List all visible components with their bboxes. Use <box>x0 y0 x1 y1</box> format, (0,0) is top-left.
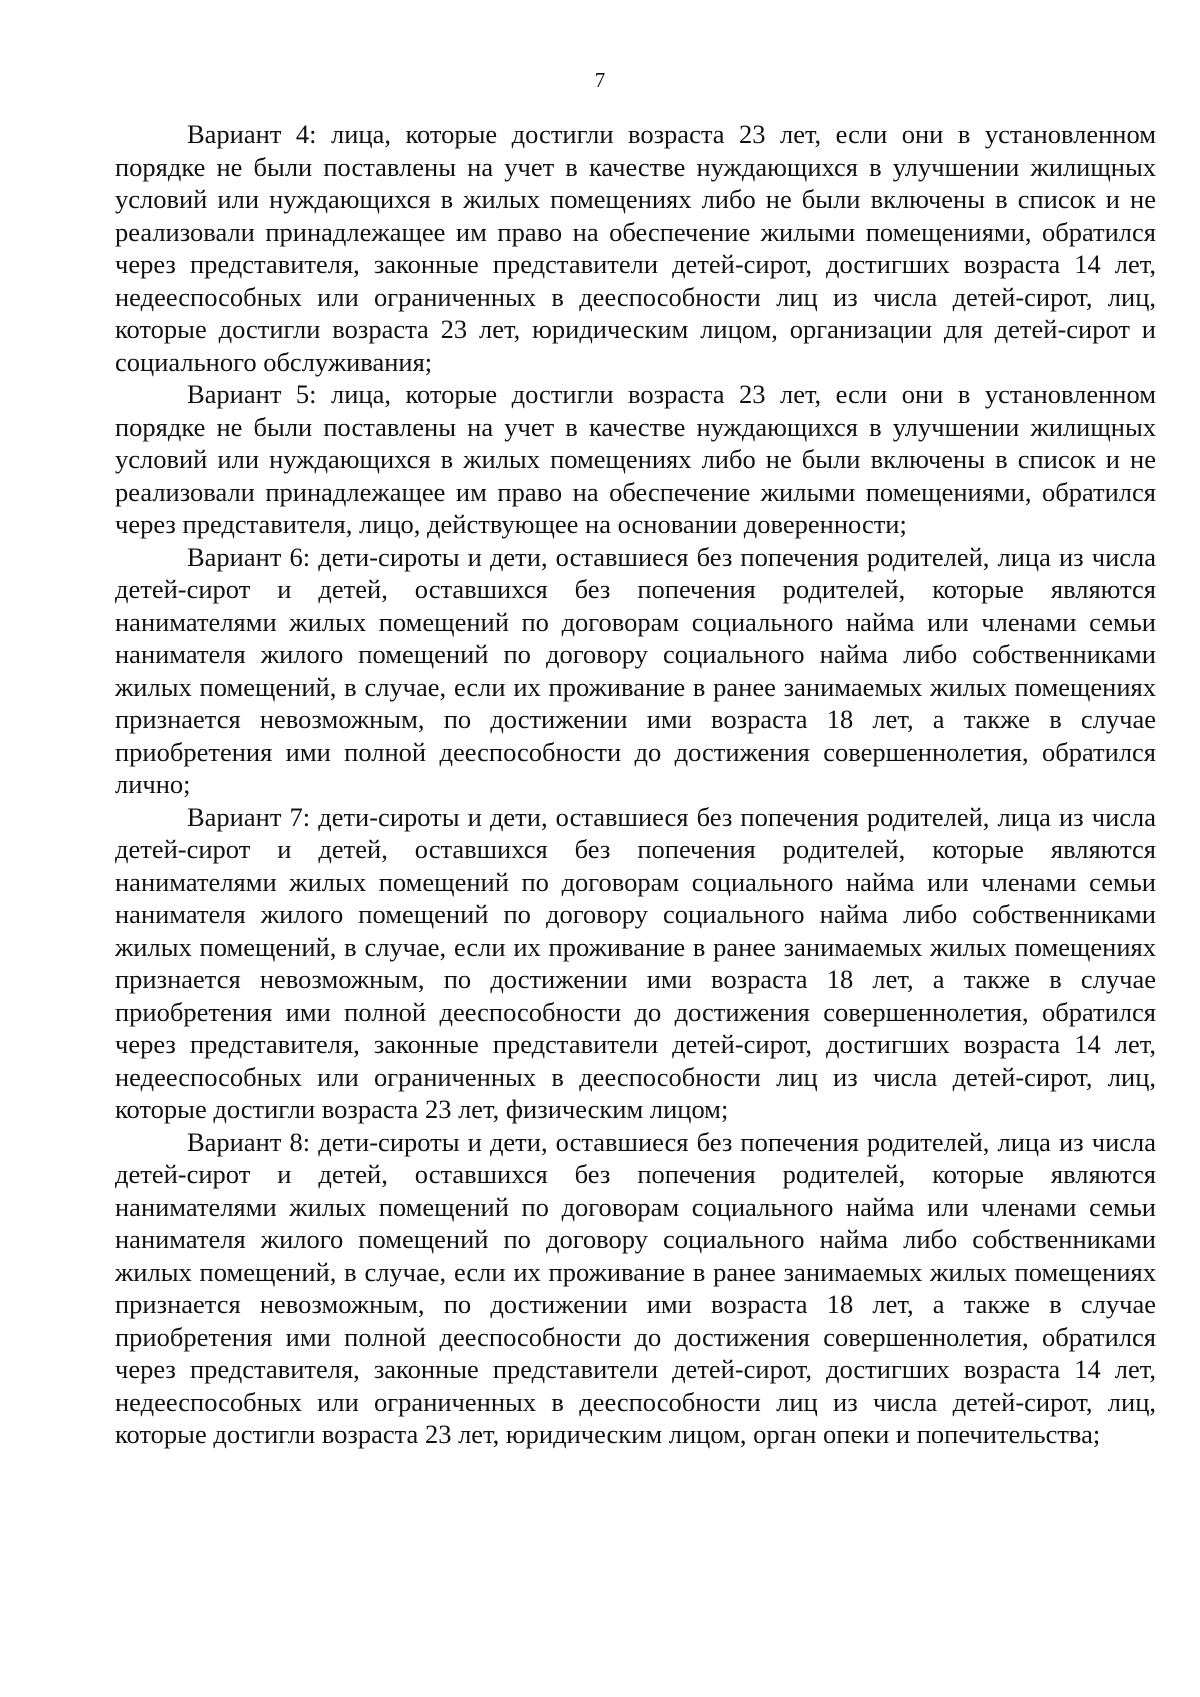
paragraph-variant-5: Вариант 5: лица, которые достигли возраста 23 лет, если они в установленном порядке не были поставлены на учет в качестве нуждающихся в улучшении жилищных условий или нуждающихся в жилых помещениях либо не были включены в список и не реализовали принадлежащее им право на обеспечение жилыми помещениями, обратился через представителя, лицо, действующее на основании доверенности; <box>115 379 1156 539</box>
page-number: 7 <box>594 68 606 92</box>
paragraph-variant-8: Вариант 8: дети-сироты и дети, оставшиеся без попечения родителей, лица из числа детей-сирот и детей, оставшихся без попечения родителей, которые являются нанимателями жилых помещений по договорам социального найма или членами семьи нанимателя жилого помещений по договору социального найма либо собственниками жилых помещений, в случае, если их проживание в ранее занимаемых жилых помещениях признается невозможным, по достижении ими возраста 18 лет, а также в случае приобретения ими полной дееспособности до достижения совершеннолетия, обратился через представителя, законные представители детей-сирот, достигших возраста 14 лет, недееспособных или ограниченных в дееспособности лиц из числа детей-сирот, лиц, которые достигли возраста 23 лет, юридическим лицом, орган опеки и попечительства; <box>115 1126 1156 1449</box>
paragraph-variant-4: Вариант 4: лица, которые достигли возраста 23 лет, если они в установленном порядке не были поставлены на учет в качестве нуждающихся в улучшении жилищных условий или нуждающихся в жилых помещениях либо не были включены в список и не реализовали принадлежащее им право на обеспечение жилыми помещениями, обратился через представителя, законные представители детей-сирот, достигших возраста 14 лет, недееспособных или ограниченных в дееспособности лиц из числа детей-сирот, лиц, которые достигли возраста 23 лет, юридическим лицом, организации для детей-сирот и социального обслуживания; <box>115 119 1156 377</box>
paragraph-variant-7: Вариант 7: дети-сироты и дети, оставшиеся без попечения родителей, лица из числа детей-сирот и детей, оставшихся без попечения родителей, которые являются нанимателями жилых помещений по договорам социального найма или членами семьи нанимателя жилого помещений по договору социального найма либо собственниками жилых помещений, в случае, если их проживание в ранее занимаемых жилых помещениях признается невозможным, по достижении ими возраста 18 лет, а также в случае приобретения ими полной дееспособности до достижения совершеннолетия, обратился через представителя, законные представители детей-сирот, достигших возраста 14 лет, недееспособных или ограниченных в дееспособности лиц из числа детей-сирот, лиц, которые достигли возраста 23 лет, физическим лицом; <box>115 801 1156 1124</box>
paragraph-variant-6: Вариант 6: дети-сироты и дети, оставшиеся без попечения родителей, лица из числа детей-сирот и детей, оставшихся без попечения родителей, которые являются нанимателями жилых помещений по договорам социального найма или членами семьи нанимателя жилого помещений по договору социального найма либо собственниками жилых помещений, в случае, если их проживание в ранее занимаемых жилых помещениях признается невозможным, по достижении ими возраста 18 лет, а также в случае приобретения ими полной дееспособности до достижения совершеннолетия, обратился лично; <box>115 541 1156 799</box>
document-body <box>115 118 1156 1451</box>
